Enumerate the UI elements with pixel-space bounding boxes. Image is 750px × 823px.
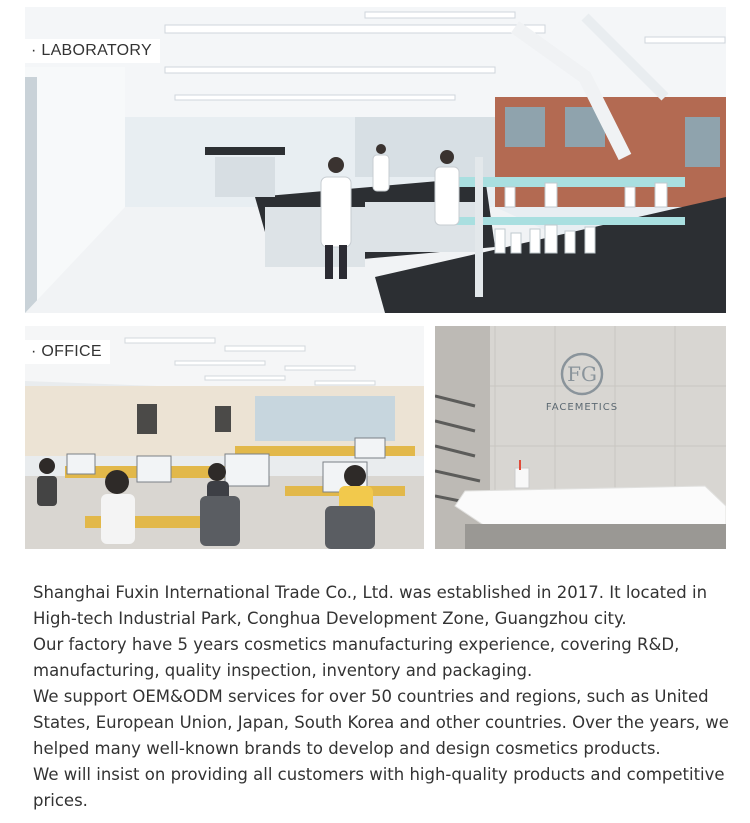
about-paragraph-1: Shanghai Fuxin International Trade Co., Ltd. was established in 2017. It located in High-tech Industrial Park, Conghua Development Zone, Guangzhou city. bbox=[33, 583, 708, 628]
company-description bbox=[33, 580, 733, 814]
laboratory-label: · LABORATORY bbox=[25, 39, 160, 63]
about-paragraph-2: Our factory have 5 years cosmetics manufacturing experience, covering R&D, manufacturing, quality inspection, inventory and packaging. bbox=[33, 635, 680, 680]
about-paragraph-4: We will insist on providing all customers with high-quality products and competitive prices. bbox=[33, 765, 725, 810]
office-label: · OFFICE bbox=[25, 340, 110, 364]
brand-name: FACEMETICS bbox=[545, 402, 619, 413]
about-paragraph-3: We support OEM&ODM services for over 50 countries and regions, such as United States, European Union, Japan, South Korea and other countries. Over the years, we helped many well-known brands to develop and design cosmetics products. bbox=[33, 687, 729, 758]
logo-mark: FG bbox=[567, 362, 597, 386]
reception-photo bbox=[435, 326, 726, 549]
